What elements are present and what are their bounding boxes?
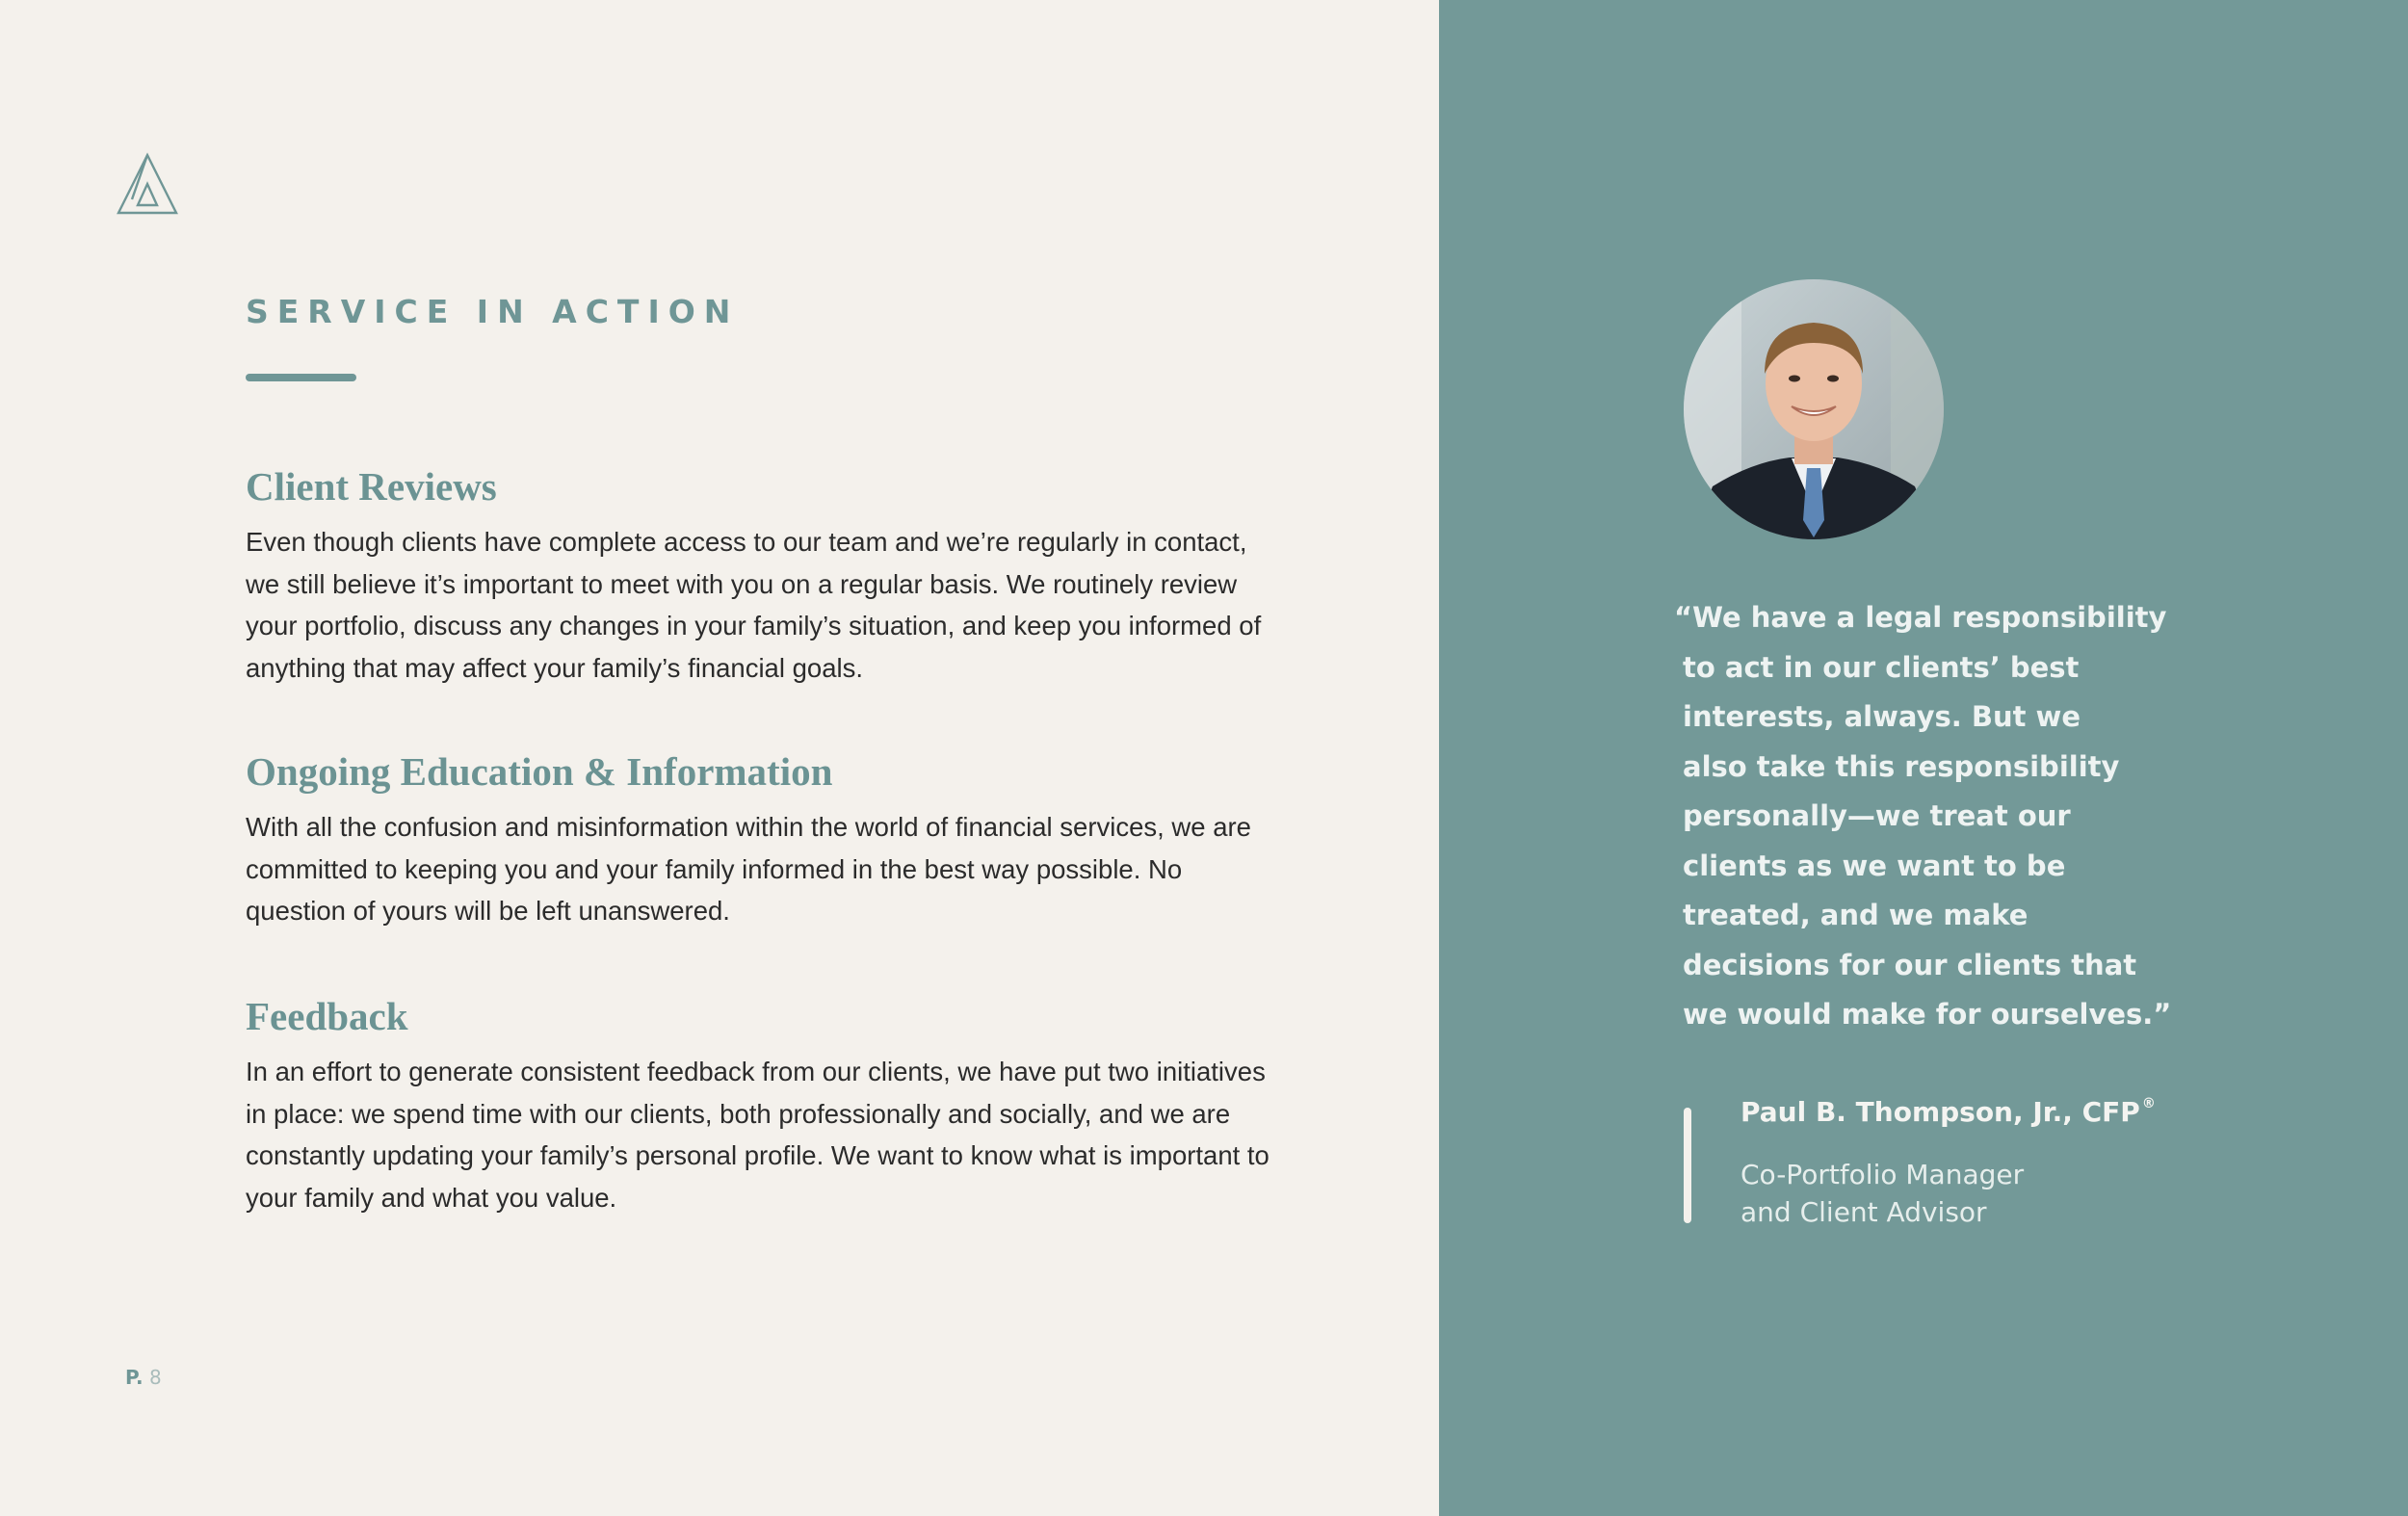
page-number	[125, 1366, 162, 1389]
section-ongoing-education	[246, 747, 1305, 932]
eyebrow-underline	[246, 374, 356, 381]
section-body: With all the confusion and misinformation within the world of financial services, we are committed to keeping you and your family informed in the best way possible. No question of yours will be left unanswered.	[246, 812, 1251, 926]
advisor-name-text: Paul B. Thompson, Jr., CFP	[1741, 1096, 2140, 1128]
page-number-value: 8	[148, 1366, 162, 1389]
advisor-title	[1741, 1156, 2024, 1231]
quote-line: decisions for our clients that	[1683, 948, 2137, 981]
quote-line: clients as we want to be	[1683, 849, 2066, 882]
quote-line: “We have a legal responsibility	[1674, 601, 2167, 634]
advisor-portrait	[1684, 279, 1944, 539]
section-feedback	[246, 992, 1305, 1218]
advisor-title-line: and Client Advisor	[1741, 1196, 1987, 1228]
triangle-logo-icon	[116, 152, 179, 216]
advisor-name	[1741, 1096, 2156, 1128]
quote-line: we would make for ourselves.”	[1683, 998, 2172, 1031]
section-heading: Ongoing Education & Information	[246, 749, 833, 794]
page-prefix: P.	[125, 1366, 144, 1389]
quote-line: personally—we treat our	[1683, 799, 2071, 832]
section-eyebrow: SERVICE IN ACTION	[246, 293, 740, 330]
section-heading: Feedback	[246, 994, 408, 1038]
quote-line: also take this responsibility	[1683, 749, 2120, 783]
quote-line: to act in our clients’ best	[1683, 650, 2080, 684]
advisor-title-line: Co-Portfolio Manager	[1741, 1159, 2025, 1190]
attribution-bar	[1684, 1108, 1691, 1223]
registered-mark: ®	[2141, 1096, 2156, 1111]
section-heading: Client Reviews	[246, 464, 497, 509]
testimonial-quote	[1674, 593, 2194, 1040]
section-body: Even though clients have complete access to our team and we’re regularly in contact, we still believe it’s important to meet with you on a regular basis. We routinely review your portfolio, discuss any changes in your family’s situation, and keep you informed of anything that may affect your family’s financial goals.	[246, 527, 1262, 683]
quote-line: interests, always. But we	[1683, 700, 2081, 733]
section-client-reviews	[246, 462, 1305, 689]
section-body: In an effort to generate consistent feedback from our clients, we have put two initiatives in place: we spend time with our clients, both professionally and socially, and we are constantly updating your family’s personal profile. We want to know what is important to your family and what you value.	[246, 1057, 1269, 1213]
quote-line: treated, and we make	[1683, 899, 2028, 931]
